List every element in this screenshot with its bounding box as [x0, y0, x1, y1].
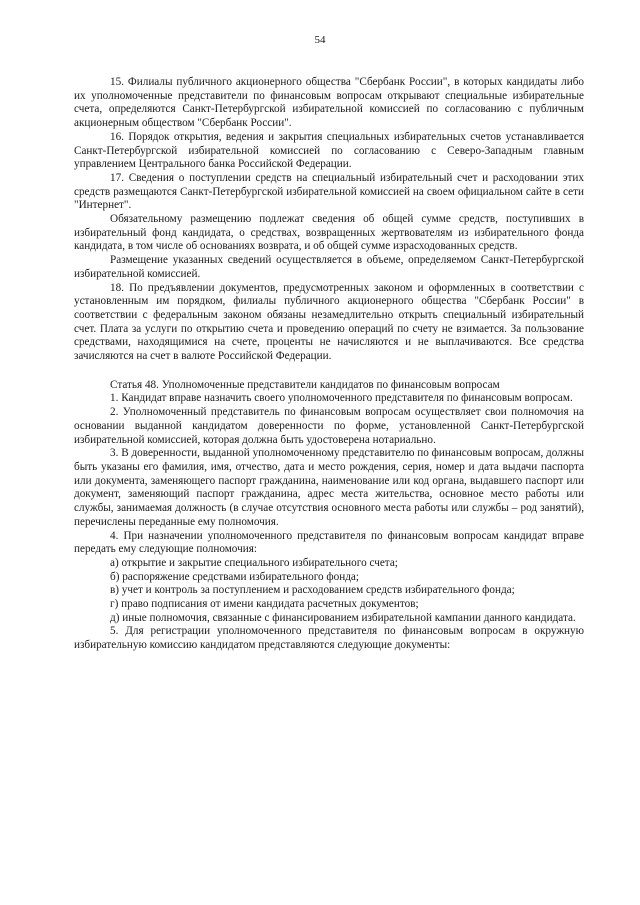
article-48-heading: Статья 48. Уполномоченные представители кандидатов по финансовым вопросам [110, 378, 500, 391]
paragraph-18: 18. По предъявлении документов, предусмотренных законом и оформленных в соответствии с установленным им порядком, филиалы публичного акционерного общества "Сбербанк России" в соответствии с федеральным законом обязаны незамедлительно открыть специальный избирательный счет. Плата за услуги по открытию счета и проведению операций по счету не взимается. За пользование средствами, находящимися на счете, проценты не начисляются и не выплачиваются. Все средства зачисляются на счет в валюте Российской Федерации. [74, 281, 584, 363]
article-48-item-5: 5. Для регистрации уполномоченного представителя по финансовым вопросам в окружную избирательную комиссию кандидатом представляются следующие документы: [74, 625, 584, 652]
page-number: 54 [314, 34, 326, 46]
list-item-v: в) учет и контроль за поступлением и расходованием средств избирательного фонда; [110, 584, 515, 597]
article-48-item-3: 3. В доверенности, выданной уполномоченному представителю по финансовым вопросам, должны быть указаны его фамилия, имя, отчество, дата и место рождения, серия, номер и дата выдачи паспорта или документа, заменяющего паспорт гражданина, наименование или код органа, выдавшего паспорт или документ, заменяющий паспорт гражданина, адрес места жительства, основное место работы или службы, занимаемая должность (в случае отсутствия основного места работы или службы – род занятий), перечислены переданные ему полномочия. [74, 447, 584, 528]
paragraph-17-mandatory-info: Обязательному размещению подлежат сведения об общей сумме средств, поступивших в избирательный фонд кандидата, о средствах, возвращенных жертвователям из избирательного фонда кандидата, в том числе об основаниях возврата, и об общей сумме израсходованных средств. [74, 213, 584, 253]
list-item-g: г) право подписания от имени кандидата расчетных документов; [110, 598, 419, 611]
paragraph-16: 16. Порядок открытия, ведения и закрытия специальных избирательных счетов устанавливается Санкт-Петербургской избирательной комиссией по согласованию с Северо-Западным главным управлением Центрального банка Российской Федерации. [74, 130, 584, 171]
document-body [74, 76, 584, 653]
paragraph-17: 17. Сведения о поступлении средств на специальный избирательный счет и расходовании этих средств размещаются Санкт-Петербургской избирательной комиссией на своем официальном сайте в сети "Интернет". [74, 171, 584, 212]
list-item-b: б) распоряжение средствами избирательного фонда; [110, 570, 360, 583]
article-48-item-4: 4. При назначении уполномоченного представителя по финансовым вопросам кандидат вправе передать ему следующие полномочия: [74, 529, 584, 556]
article-48-item-2: 2. Уполномоченный представитель по финансовым вопросам осуществляет свои полномочия на основании выданной кандидатом доверенности по форме, установленной Санкт-Петербургской избирательной комиссией, которая должна быть удостоверена нотариально. [74, 406, 584, 446]
list-item-d: д) иные полномочия, связанные с финансированием избирательной кампании данного кандидата. [110, 611, 576, 624]
paragraph-17-volume: Размещение указанных сведений осуществляется в объеме, определяемом Санкт-Петербургской избирательной комиссией. [74, 254, 584, 280]
article-48-item-1: 1. Кандидат вправе назначить своего уполномоченного представителя по финансовым вопросам. [110, 392, 573, 405]
list-item-a: а) открытие и закрытие специального избирательного счета; [110, 556, 398, 569]
paragraph-15: 15. Филиалы публичного акционерного общества "Сбербанк России", в которых кандидаты либо их уполномоченные представители по финансовым вопросам открывают специальные избирательные счета, определяются Санкт-Петербургской избирательной комиссией по согласованию с публичным акционерным обществом "Сбербанк России". [74, 76, 584, 130]
